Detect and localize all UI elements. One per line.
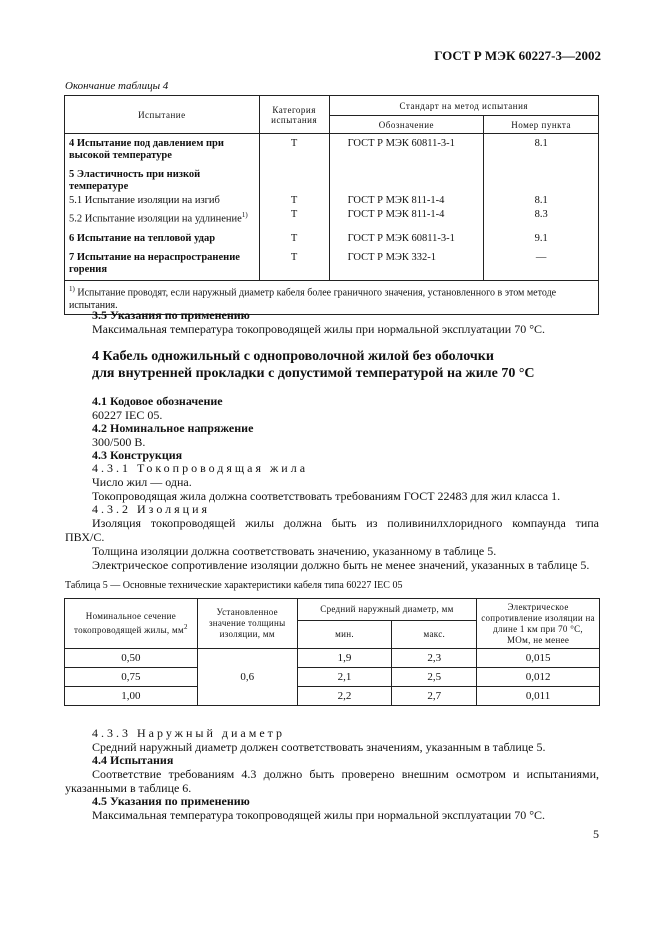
table4-standard: ГОСТ Р МЭК 60811-3-1 (329, 227, 484, 246)
section-4-5-heading: 4.5 Указания по применению (92, 794, 250, 808)
table-row (65, 649, 600, 668)
table-row (65, 246, 599, 281)
table4-standard: ГОСТ Р МЭК 811-1-4 (329, 194, 484, 208)
table5 (64, 598, 600, 706)
section-4-2-text: 300/500 В. (92, 435, 146, 449)
table4-header-designation: Обозначение (329, 116, 484, 134)
table4-clause: — (484, 246, 599, 281)
table4-header-test: Испытание (65, 96, 260, 134)
table5-header-section: Номинальное сечение токопроводящей жилы, $мм^2$ (65, 599, 198, 649)
table4-test: 5.2 Испытание изоляции на удлинение$^{1)}$ (65, 208, 260, 227)
table4-category: Т (259, 227, 329, 246)
table4-category: Т (259, 134, 329, 164)
section-4-4-text-a: Соответствие требованиям 4.3 должно быть проверено внешним осмотром и испытаниями, (92, 767, 599, 781)
table-row (65, 208, 599, 227)
section-4-heading-line2: для внутренней прокладки с допустимой температурой на жиле 70 °С (92, 366, 535, 381)
table-row (65, 227, 599, 246)
table4-caption: Окончание таблицы 4 (65, 80, 169, 92)
table4-test: 5 Эластичность при низкой температуре (65, 163, 260, 194)
table4-test: 4 Испытание под давлением при высокой температуре (65, 134, 260, 164)
table4-footnote: $^{1)}$ Испытание проводят, если наружный диаметр кабеля более граничного значения, установленного в этом методе испытания. (65, 280, 599, 314)
section-4-3-2-text1a: Изоляция токопроводящей жилы должна быть из поливинилхлоридного компаунда типа (92, 516, 599, 530)
section-4-3-2-text1b: ПВХ/С. (65, 530, 105, 544)
section-4-4-heading: 4.4 Испытания (92, 753, 174, 767)
table5-section: 0,75 (65, 668, 198, 687)
table5-header-thickness: Установленное значение толщины изоляции, мм (197, 599, 297, 649)
section-4-3-3-heading: 4.3.3 Наружный диаметр (92, 726, 286, 740)
table5-max: 2,3 (392, 649, 477, 668)
section-4-3-2-text3: Электрическое сопротивление изоляции должно быть не менее значений, указанных в таблице 5. (92, 558, 590, 572)
table4-standard: ГОСТ Р МЭК 60811-3-1 (329, 134, 484, 164)
table4-category: Т (259, 194, 329, 208)
table5-min: 1,9 (297, 649, 392, 668)
table4-header-category: Категория испытания (259, 96, 329, 134)
section-4-heading-line1: 4 Кабель одножильный с однопроволочной жилой без оболочки (92, 349, 494, 364)
section-4-3-2-heading: 4.3.2 Изоляция (92, 502, 211, 516)
table4-test: 7 Испытание на нераспространение горения (65, 246, 260, 281)
section-4-1-text: 60227 IEC 05. (92, 408, 163, 422)
table4-test: 5.1 Испытание изоляции на изгиб (65, 194, 260, 208)
table4-category: Т (259, 246, 329, 281)
table-row (65, 134, 599, 164)
section-4-5-text: Максимальная температура токопроводящей жилы при нормальной эксплуатации 70 °С. (92, 808, 546, 822)
section-4-3-heading: 4.3 Конструкция (92, 448, 183, 462)
table5-max: 2,5 (392, 668, 477, 687)
table4-clause: 8.3 (484, 208, 599, 227)
section-4-2-heading: 4.2 Номинальное напряжение (92, 421, 254, 435)
table-row (65, 687, 600, 706)
table5-caption: Таблица 5 — Основные технические характеристики кабеля типа 60227 IEC 05 (65, 580, 403, 591)
section-4-3-1-text2: Токопроводящая жила должна соответствовать требованиям ГОСТ 22483 для жил класса 1. (92, 489, 561, 503)
table-row (65, 194, 599, 208)
table5-max: 2,7 (392, 687, 477, 706)
section-4-3-2-text2: Толщина изоляции должна соответствовать значению, указанному в таблице 5. (92, 544, 497, 558)
table4-test: 6 Испытание на тепловой удар (65, 227, 260, 246)
document-header: ГОСТ Р МЭК 60227-3—2002 (434, 48, 601, 63)
table5-header-min: мин. (297, 621, 392, 649)
section-4-4-text-b: указанными в таблице 6. (65, 781, 192, 795)
section-3-5-text: Максимальная температура токопроводящей жилы при нормальной эксплуатации 70 °С. (92, 322, 546, 336)
table5-min: 2,1 (297, 668, 392, 687)
section-4-3-3-text: Средний наружный диаметр должен соответствовать значениям, указанным в таблице 5. (92, 740, 546, 754)
table4-clause: 9.1 (484, 227, 599, 246)
table-row (65, 163, 599, 194)
table4 (64, 95, 599, 315)
table5-resistance: 0,011 (477, 687, 600, 706)
table4-standard: ГОСТ Р МЭК 811-1-4 (329, 208, 484, 227)
section-3-5-heading: 3.5 Указания по применению (92, 308, 250, 322)
table4-header-clause: Номер пункта (484, 116, 599, 134)
table5-resistance: 0,012 (477, 668, 600, 687)
table4-header-standard: Стандарт на метод испытания (329, 96, 598, 116)
table4-clause: 8.1 (484, 134, 599, 164)
table-row (65, 668, 600, 687)
section-4-1-heading: 4.1 Кодовое обозначение (92, 394, 223, 408)
table5-header-resistance: Электрическое сопротивление изоляции на длине 1 км при 70 °С, МОм, не менее (477, 599, 600, 649)
section-4-3-1-text1: Число жил — одна. (92, 475, 192, 489)
table4-clause: 8.1 (484, 194, 599, 208)
table5-section: 0,50 (65, 649, 198, 668)
table4-category: Т (259, 208, 329, 227)
table5-thickness: 0,6 (197, 649, 297, 706)
section-4-3-1-heading: 4.3.1 Токопроводящая жила (92, 461, 309, 475)
table5-section: 1,00 (65, 687, 198, 706)
table5-resistance: 0,015 (477, 649, 600, 668)
table5-header-max: макс. (392, 621, 477, 649)
table5-header-diameter: Средний наружный диаметр, мм (297, 599, 477, 621)
table4-standard: ГОСТ Р МЭК 332-1 (329, 246, 484, 281)
table5-min: 2,2 (297, 687, 392, 706)
page-number: 5 (593, 827, 599, 841)
